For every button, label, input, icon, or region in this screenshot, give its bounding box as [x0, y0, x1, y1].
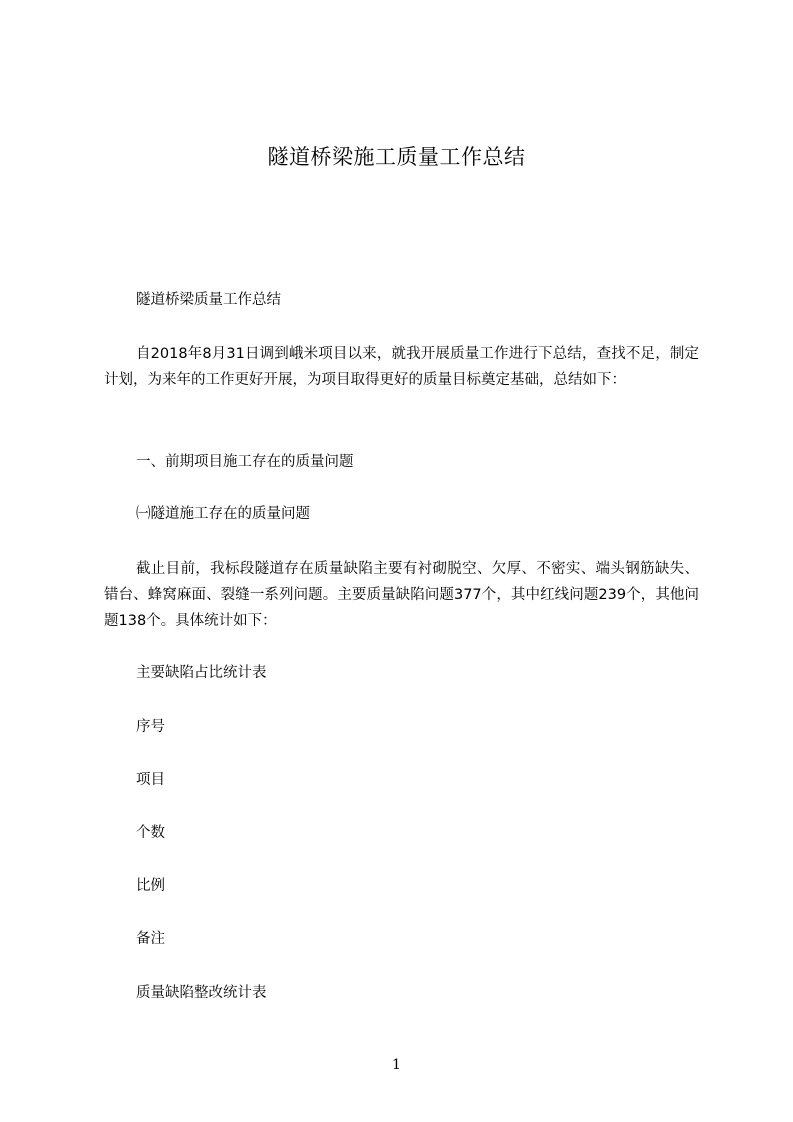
table-1-header-item: 项目: [136, 772, 165, 788]
table-1-header-count: 个数: [136, 825, 165, 841]
intro-paragraph: 自2018年8月31日调到峨米项目以来，就我开展质量工作进行下总结，查找不足，制定计划，为来年的工作更好开展，为项目取得更好的质量目标奠定基础，总结如下：: [104, 346, 699, 388]
page-number: 1: [392, 1057, 401, 1073]
table-1-header-index: 序号: [136, 719, 165, 735]
document-title: 隧道桥梁施工质量工作总结: [267, 145, 526, 169]
subsection-1-heading: ㈠隧道施工存在的质量问题: [136, 506, 310, 522]
table-1-header-ratio: 比例: [136, 878, 165, 894]
section-1-heading: 一、前期项目施工存在的质量问题: [136, 454, 354, 470]
document-subtitle: 隧道桥梁质量工作总结: [136, 292, 281, 308]
table-2-title: 质量缺陷整改统计表: [136, 985, 267, 1001]
table-1-header-remark: 备注: [136, 931, 165, 947]
defects-paragraph: 截止目前，我标段隧道存在质量缺陷主要有衬砌脱空、欠厚、不密实、端头钢筋缺失、错台、蜂窝麻面、裂缝一系列问题。主要质量缺陷问题377个，其中红线问题239个，其他问题138个。具体统计如下：: [104, 561, 699, 629]
table-1-title: 主要缺陷占比统计表: [136, 665, 267, 681]
